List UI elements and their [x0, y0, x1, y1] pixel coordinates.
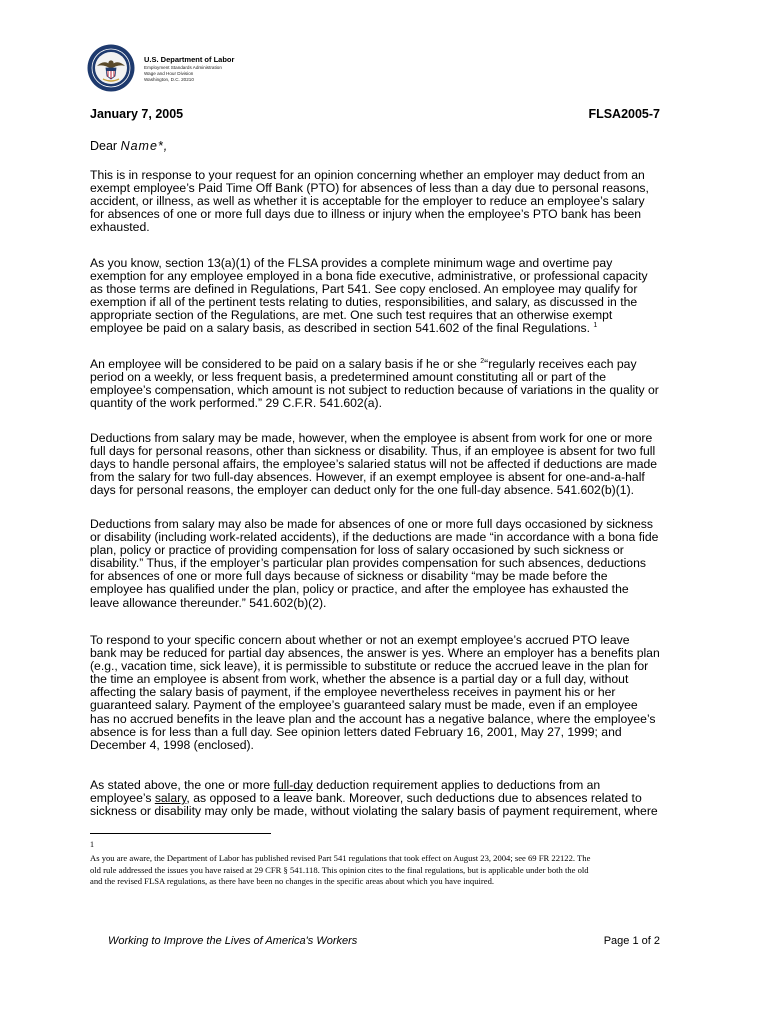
recipient-name: Name*, — [120, 139, 169, 153]
text-line: exemption for any employee employed in a bona fide executive, administrative, or professional capacity — [90, 269, 648, 284]
text-line: has no accrued benefits in the leave plan and the account has a negative balance, where the employee’s — [90, 711, 656, 726]
agency-name: U.S. Department of Labor — [144, 55, 235, 64]
footnote-ref: 1 — [593, 322, 598, 330]
text-line: the time an employee is absent from work, whether the absence is a partial day or a full day, without — [90, 672, 629, 687]
document-number: FLSA2005-7 — [588, 107, 660, 121]
agency-subline: Washington, D.C. 20210 — [144, 77, 194, 82]
text-line: employee be paid on a salary basis, as described in section 541.602 of the final Regulations. — [90, 321, 591, 336]
text-line: for absences of one or more full days because of sickness or disability “may be made before the — [90, 569, 608, 584]
text-line: old rule addressed the issues you have raised at 29 CFR § 541.118. This opinion cites to the final regulations, but is applicable under both the old — [90, 864, 589, 875]
text-line: sickness or disability may only be made, without violating the salary basis of payment requirement, where — [90, 804, 658, 819]
text-line: leave allowance thereunder.” 541.602(b)(2). — [90, 595, 327, 610]
text-line: absence is for less than a full day. See opinion letters dated February 16, 2001, May 27, 1999; and — [90, 724, 622, 739]
text-line: full days for personal reasons, other than sickness or disability. Thus, if an employee is absent for two full — [90, 444, 656, 459]
text-line: (e.g., vacation time, sick leave), it is permissible to substitute or reduce the accrued leave in the plan for — [90, 659, 649, 674]
text-line: exemption if all of the pertinent tests relating to duties, responsibilities, and salary, as discussed in the — [90, 295, 638, 310]
text-line: As you know, section 13(a)(1) of the FLSA provides a complete minimum wage and overtime pay — [90, 256, 613, 270]
body-paragraph — [90, 779, 690, 818]
text-line: employee’s compensation, which amount is not subject to reduction because of variations in the quality or — [90, 383, 659, 398]
text-line: As you are aware, the Department of Labor has published revised Part 541 regulations that took effect on August 23, 2004; see 69 FR 22122. The — [90, 853, 591, 863]
salutation-prefix: Dear — [90, 139, 118, 153]
text-line: days to handle personal affairs, the employee’s salaried status will not be affected if deductions are made — [90, 457, 658, 472]
agency-subline: Employment Standards Administration — [144, 65, 222, 70]
agency-subline: Wage and Hour Division — [144, 71, 194, 76]
text-line: An employee will be considered to be paid on a salary basis if he or she — [90, 357, 477, 371]
text-line: for absences of one or more full days due to illness or injury when the employee’s PTO bank has been — [90, 207, 642, 222]
footnote-number: 1 — [90, 840, 94, 849]
text-line: days for personal reasons, the employer can deduct only for the one full-day absence. 541.602(b)(1). — [90, 483, 635, 498]
text-line: exempt employee’s Paid Time Off Bank (PTO) for absences of less than a day due to personal reasons, — [90, 181, 649, 196]
text-segment: employee’s — [90, 791, 155, 806]
text-segment: , as opposed to a leave bank. Moreover, such deductions due to absences related to — [186, 791, 642, 806]
text-line: “regularly receives each pay — [484, 357, 637, 371]
underlined-term: full-day — [273, 778, 313, 792]
text-line: or disability (including work-related accidents), if the deductions are made “in accordance with a bona fide — [90, 530, 659, 545]
text-line: This is in response to your request for an opinion concerning whether an employer may deduct from an — [90, 168, 645, 182]
text-line: affecting the salary basis of payment, if the employee nevertheless receives in payment his or her — [90, 685, 616, 700]
text-line: plan, policy or practice of providing compensation for loss of salary occasioned by such sickness or — [90, 543, 624, 558]
text-line: To respond to your specific concern about whether or not an exempt employee’s accrued PTO leave — [90, 633, 630, 647]
body-paragraph — [90, 518, 690, 610]
footnote-text — [90, 853, 690, 888]
footer-motto: Working to Improve the Lives of America's Workers — [108, 935, 358, 947]
footnote-separator — [90, 833, 271, 834]
letter-date: January 7, 2005 — [90, 107, 184, 121]
text-line: accident, or illness, as well as whether it is acceptable for the employer to reduce an employee’s salary — [90, 194, 645, 209]
text-segment: As stated above, the one or more — [90, 778, 274, 792]
text-line: Deductions from salary may be made, however, when the employee is absent from work for one or more — [90, 431, 653, 445]
text-segment: deduction requirement applies to deductions from an — [312, 778, 601, 792]
text-line: as those terms are defined in Regulations, Part 541. See copy enclosed. An employee may qualify for — [90, 282, 638, 297]
text-line: Deductions from salary may also be made for absences of one or more full days occasioned by sickness — [90, 517, 653, 531]
body-paragraph — [90, 358, 690, 410]
salutation — [90, 139, 168, 153]
body-paragraph — [90, 169, 690, 234]
text-line: exhausted. — [90, 220, 150, 235]
text-line: and the revised FLSA regulations, as there have been no changes in the specific areas about which you have inquired. — [90, 876, 495, 886]
underlined-term: salary — [154, 791, 187, 806]
footnote-ref: 2 — [480, 358, 485, 365]
text-line: December 4, 1998 (enclosed). — [90, 737, 254, 752]
department-seal-icon — [87, 44, 135, 92]
text-line: quantity of the work performed.” 29 C.F.R. 541.602(a). — [90, 396, 382, 411]
text-line: disability.” Thus, if the employer’s particular plan provides compensation for such absences, deductions — [90, 556, 646, 571]
body-paragraph — [90, 634, 690, 752]
text-line: period on a weekly, or less frequent basis, a predetermined amount constituting all or part of the — [90, 370, 606, 385]
body-paragraph — [90, 257, 690, 336]
text-line: bank may be reduced for partial day absences, the answer is yes. Where an employer has a benefits plan — [90, 646, 660, 661]
text-line: guaranteed salary. Payment of the employee’s guaranteed salary must be made, even if an employee — [90, 698, 638, 713]
body-paragraph — [90, 432, 690, 497]
page-number: Page 1 of 2 — [603, 935, 660, 947]
text-line: employee has qualified under the plan, policy or practice, and after the employee has exhausted the — [90, 582, 629, 597]
text-line: appropriate section of the Regulations, are met. One such test requires that an otherwise exempt — [90, 308, 613, 323]
text-line: from the salary for two full-day absences. However, if an exempt employee is absent for one-and-a-half — [90, 470, 645, 485]
